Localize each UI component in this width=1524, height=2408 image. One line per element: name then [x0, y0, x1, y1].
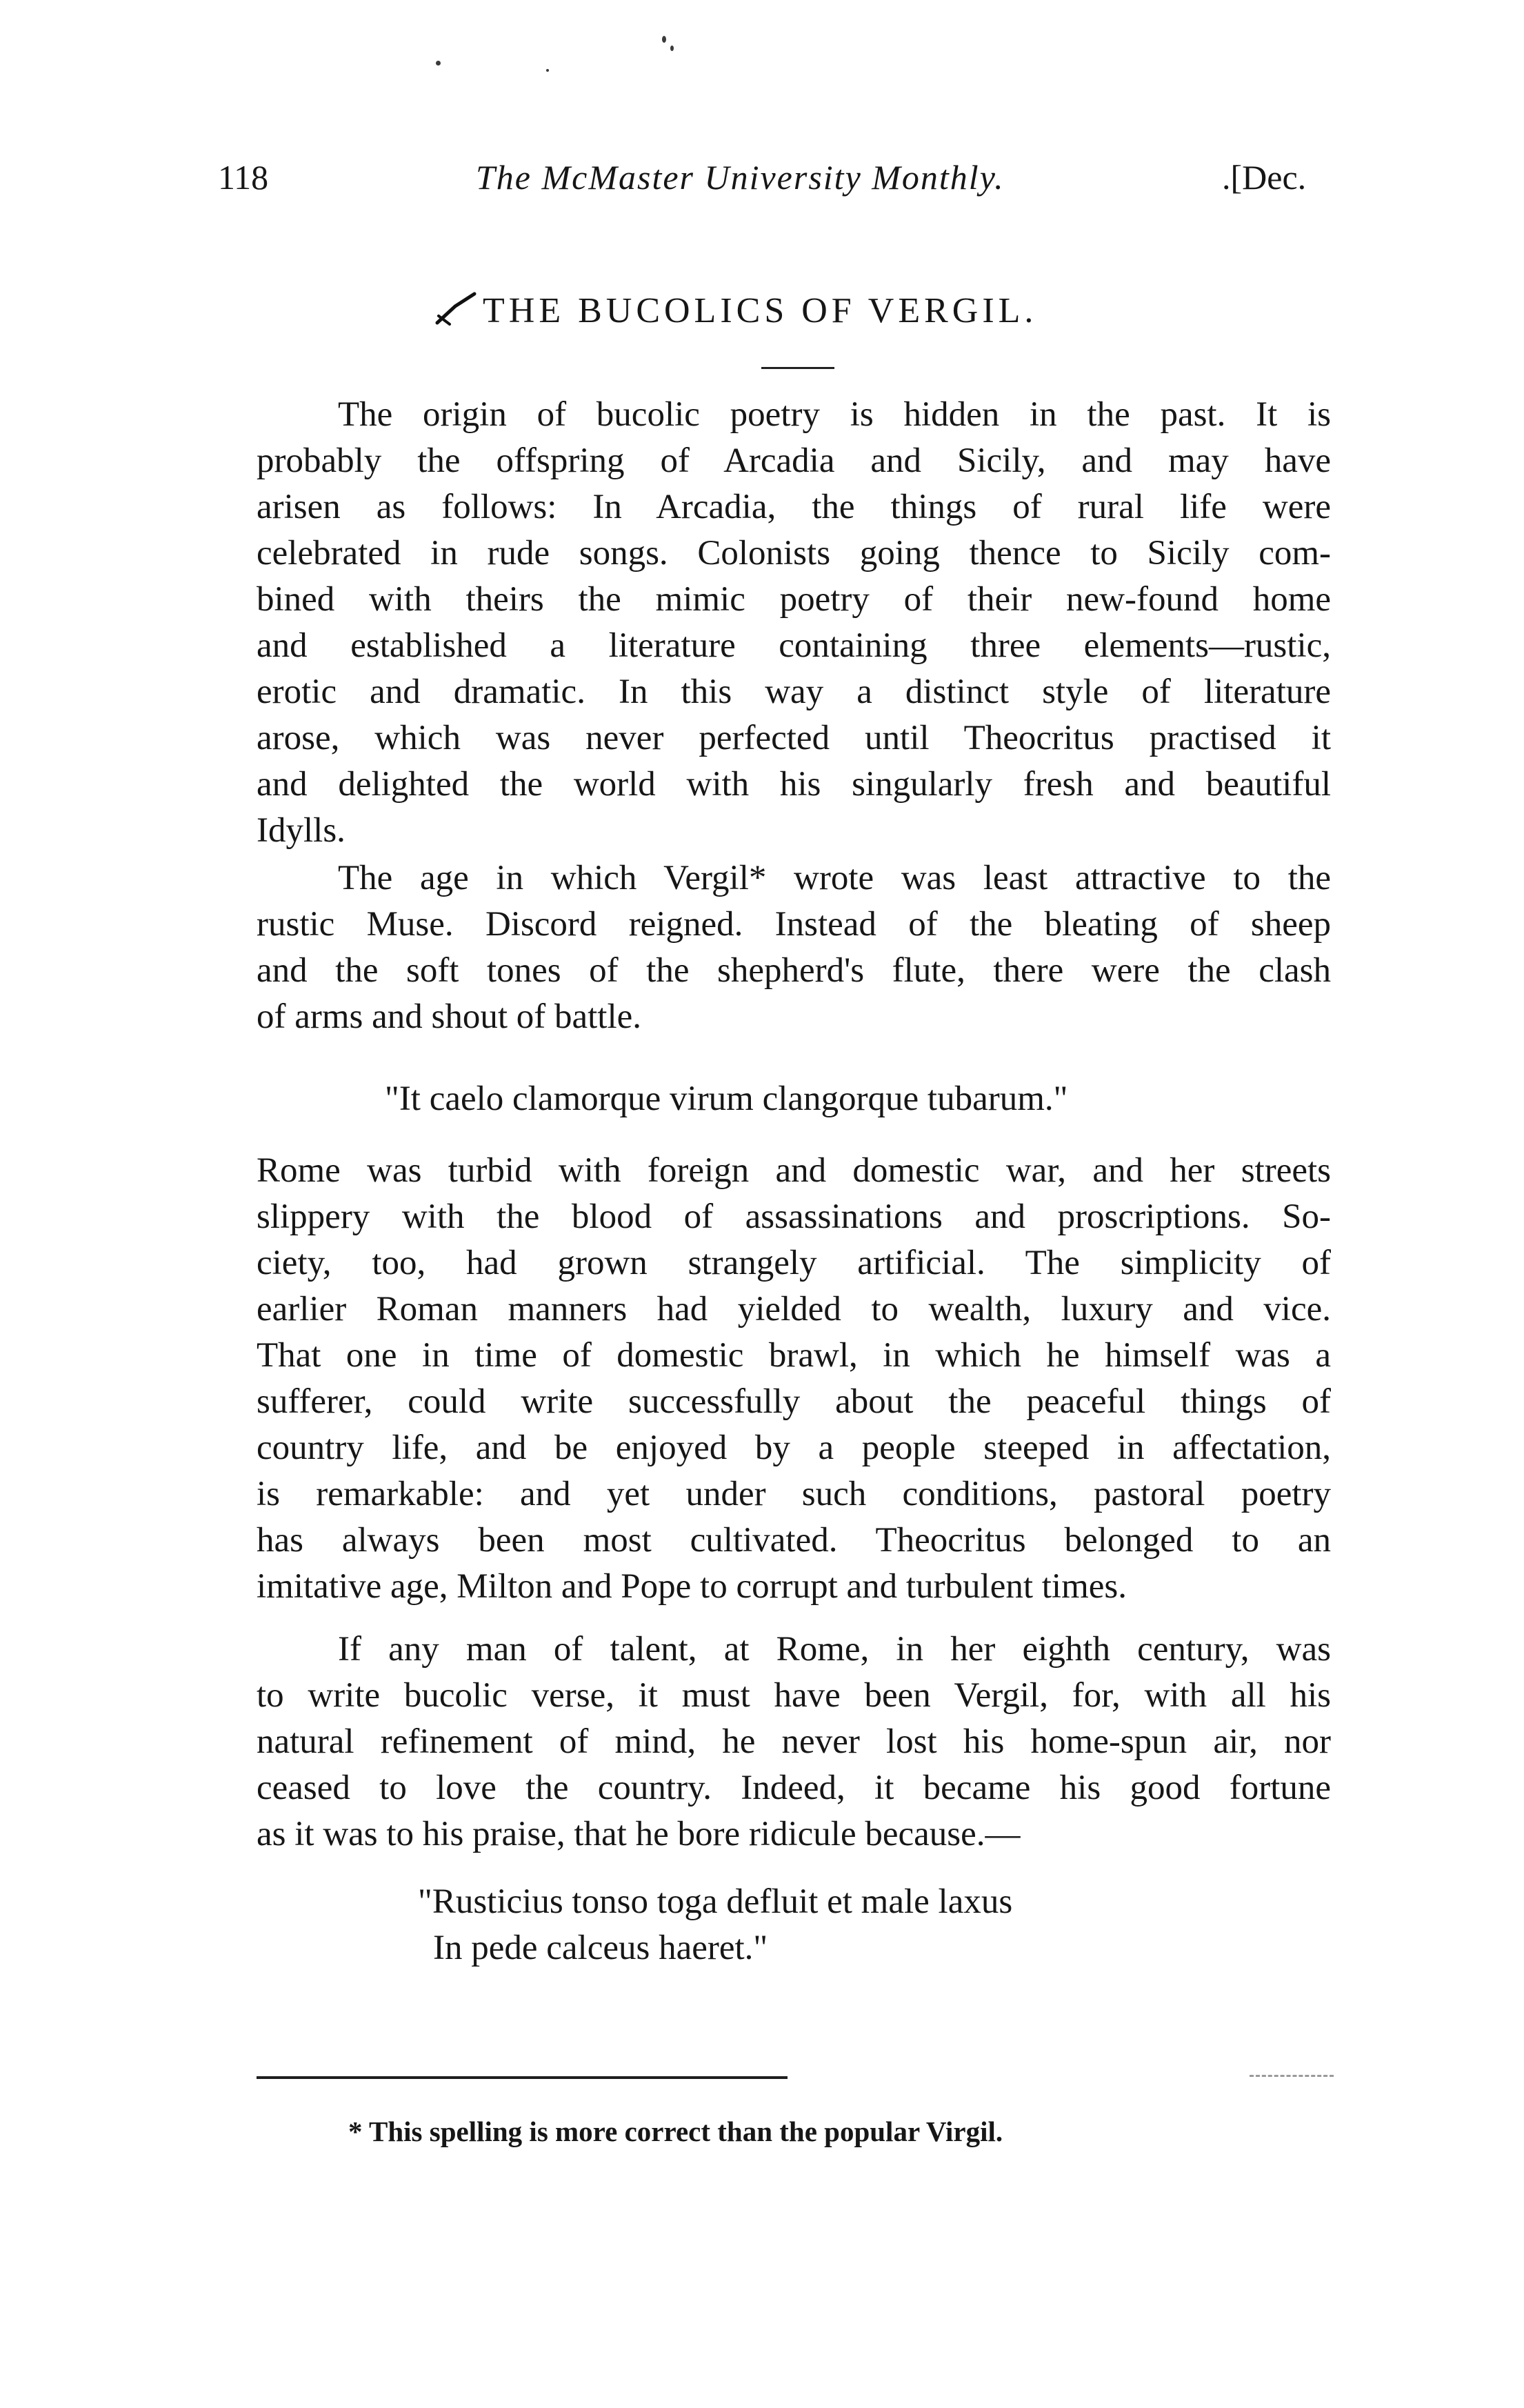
quote-line: In pede calceus haeret.": [433, 1929, 768, 1967]
text-line: That one in time of domestic brawl, in which he himself was a: [257, 1336, 1331, 1375]
paragraph-4: [257, 1626, 1331, 1858]
page-number: 118: [218, 158, 269, 197]
month-label: .[Dec.: [1222, 158, 1307, 197]
paragraph-3: [257, 1148, 1331, 1610]
text-line: celebrated in rude songs. Colonists going thence to Sicily com-: [257, 534, 1331, 573]
text-line: and the soft tones of the shepherd's flute, there were the clash: [257, 951, 1331, 990]
text-line: Rome was turbid with foreign and domestic war, and her streets: [257, 1151, 1331, 1190]
pencil-check-mark-icon: [434, 291, 477, 327]
text-line: arisen as follows: In Arcadia, the things of rural life were: [257, 488, 1331, 526]
text-line: arose, which was never perfected until Theocritus practised it: [257, 719, 1331, 757]
text-line: as it was to his praise, that he bore ridicule because.—: [257, 1815, 1021, 1853]
text-line: earlier Roman manners had yielded to wealth, luxury and vice.: [257, 1290, 1331, 1329]
text-line: The origin of bucolic poetry is hidden in the past. It is: [338, 395, 1331, 434]
article-title: THE BUCOLICS OF VERGIL.: [483, 291, 1038, 330]
text-line: sufferer, could write successfully about the peaceful things of: [257, 1382, 1331, 1421]
text-line: slippery with the blood of assassinations and proscriptions. So-: [257, 1197, 1331, 1236]
footnote: * This spelling is more correct than the popular Virgil.: [348, 2116, 1003, 2147]
text-line: and established a literature containing three elements—rustic,: [257, 626, 1331, 665]
text-line: rustic Muse. Discord reigned. Instead of the bleating of sheep: [257, 905, 1331, 944]
title-rule: [761, 367, 834, 369]
quote-line: "Rusticius tonso toga defluit et male laxus: [418, 1882, 1013, 1921]
text-line: The age in which Vergil* wrote was least attractive to the: [338, 859, 1331, 897]
text-line: Idylls.: [257, 811, 345, 850]
text-line: has always been most cultivated. Theocritus belonged to an: [257, 1521, 1331, 1560]
text-line: to write bucolic verse, it must have been Vergil, for, with all his: [257, 1676, 1331, 1715]
text-line: country life, and be enjoyed by a people steeped in affectation,: [257, 1429, 1331, 1467]
text-line: probably the offspring of Arcadia and Sicily, and may have: [257, 441, 1331, 480]
text-line: If any man of talent, at Rome, in her eighth century, was: [338, 1630, 1331, 1669]
text-line: is remarkable: and yet under such conditions, pastoral poetry: [257, 1475, 1331, 1513]
latin-quote-2: [418, 1879, 1012, 1971]
running-title: The McMaster University Monthly.: [476, 158, 1005, 197]
text-line: bined with theirs the mimic poetry of their new-found home: [257, 580, 1331, 619]
text-line: natural refinement of mind, he never lost his home-spun air, nor: [257, 1722, 1331, 1761]
text-line: ceased to love the country. Indeed, it became his good fortune: [257, 1769, 1331, 1807]
text-line: imitative age, Milton and Pope to corrupt and turbulent times.: [257, 1567, 1127, 1606]
text-line: ciety, too, had grown strangely artificial. The simplicity of: [257, 1244, 1331, 1282]
dashed-rule: [1250, 2075, 1334, 2077]
paragraph-2: [257, 855, 1331, 1040]
text-line: of arms and shout of battle.: [257, 997, 642, 1036]
text-line: erotic and dramatic. In this way a distinct style of literature: [257, 673, 1331, 711]
text-line: and delighted the world with his singularly fresh and beautiful: [257, 765, 1331, 804]
running-header: [0, 153, 1524, 201]
paragraph-1: [257, 392, 1331, 854]
latin-quote-1: "It caelo clamorque virum clangorque tubarum.": [385, 1079, 1068, 1118]
footnote-rule: [257, 2076, 788, 2079]
